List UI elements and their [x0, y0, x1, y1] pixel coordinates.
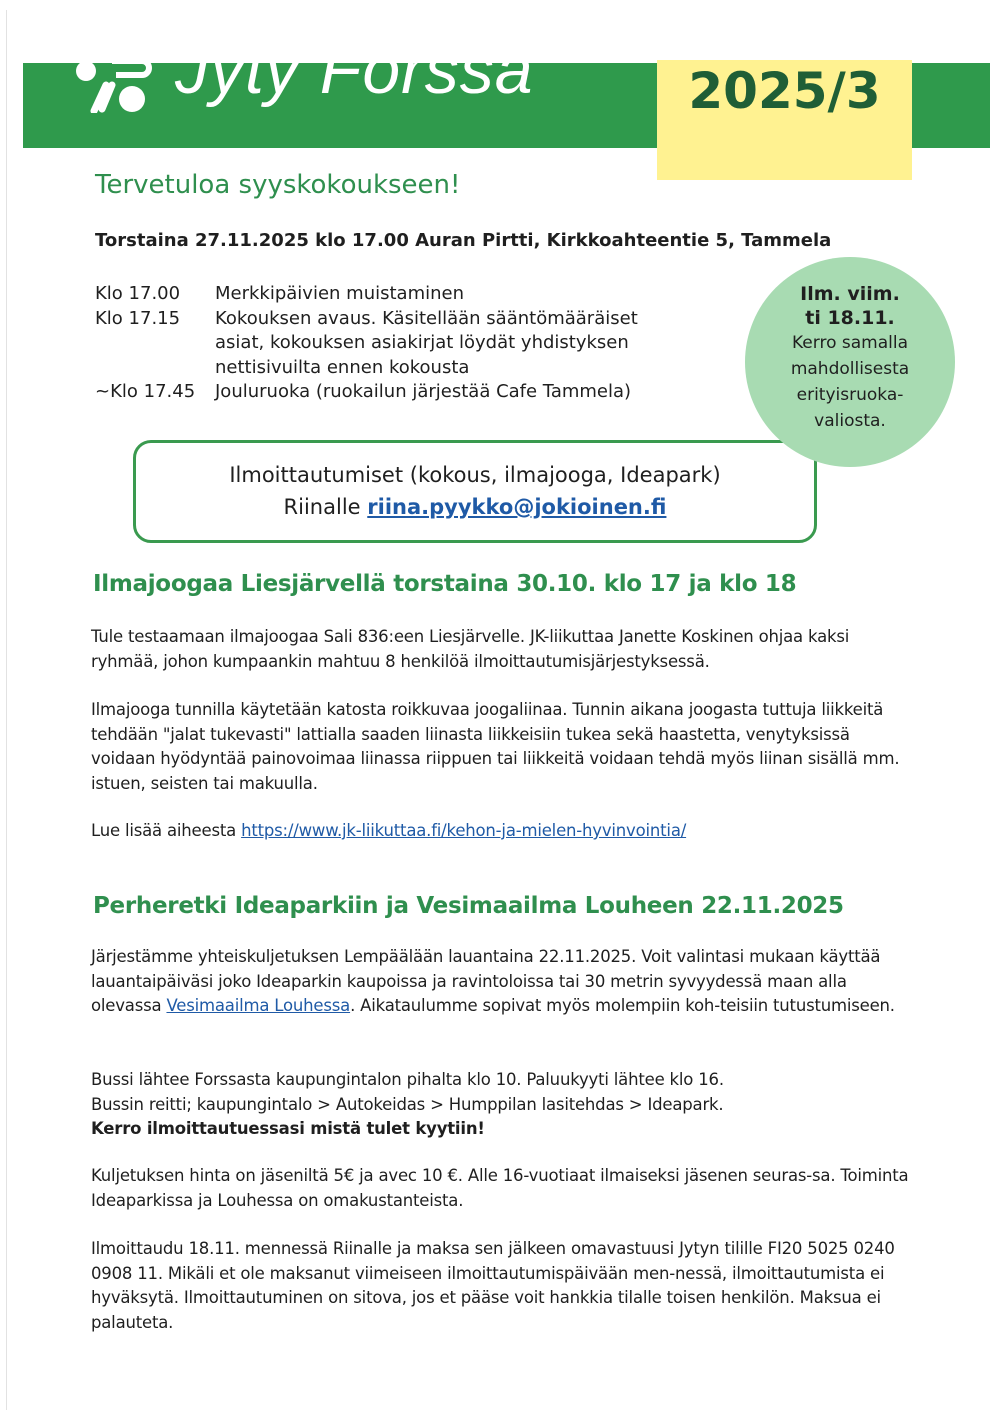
- trip-paragraph-2: [91, 1068, 911, 1142]
- agenda-row: [95, 307, 685, 381]
- agenda-time: Klo 17.00: [95, 283, 181, 304]
- deadline-note: erityisruoka-: [796, 385, 904, 405]
- trip-bus-route: Bussin reitti; kaupungintalo > Autokeidas > Humppilan lasitehdas > Ideapark.: [91, 1094, 724, 1114]
- yoga-more-prefix: Lue lisää aiheesta: [91, 821, 237, 840]
- registration-box: [133, 440, 817, 543]
- agenda: [95, 282, 685, 405]
- deadline-note: valiosta.: [814, 411, 886, 431]
- deadline-circle: [745, 257, 955, 467]
- meeting-event-line: Torstaina 27.11.2025 klo 17.00 Auran Pirtti, Kirkkoahteentie 5, Tammela: [95, 230, 832, 251]
- yoga-more-info: [91, 819, 911, 844]
- vesimaailma-link[interactable]: Vesimaailma Louhessa: [166, 996, 351, 1015]
- issue-badge: [657, 60, 912, 180]
- agenda-row: [95, 282, 685, 307]
- trip-p1-text-after: . Aikataulumme sopivat myös molempiin koh-teisiin tutustumiseen.: [350, 996, 895, 1015]
- trip-p1-text: Järjestämme yhteiskuljetuksen Lempäälään lauantaina 22.11.2025. Voit valintasi mukaan käyttää lauantaipäiväsi joko Ideaparkin kaupoissa ja ravintoloissa tai 30 metrin syvyydessä maan alla olevassa: [91, 947, 881, 1015]
- registration-prefix: Riinalle: [283, 495, 361, 519]
- registration-contact: [136, 491, 814, 523]
- brand-title: Jyty Forssa: [175, 32, 534, 108]
- jyty-logo-icon: [72, 55, 167, 113]
- trip-bus-departure: Bussi lähtee Forssasta kaupungintalon pihalta klo 10. Paluukyyti lähtee klo 16.: [91, 1070, 724, 1089]
- agenda-row: [95, 380, 685, 405]
- yoga-title: Ilmajoogaa Liesjärvellä torstaina 30.10. klo 17 ja klo 18: [93, 571, 797, 597]
- trip-pickup-note: Kerro ilmoittautuessasi mistä tulet kyytiin!: [91, 1119, 485, 1138]
- meeting-title: Tervetuloa syyskokoukseen!: [95, 170, 461, 200]
- agenda-time: Klo 17.15: [95, 307, 181, 329]
- yoga-paragraph-1: Tule testaamaan ilmajoogaa Sali 836:een Liesjärvelle. JK-liikuttaa Janette Koskinen ohjaa kaksi ryhmää, johon kumpaankin mahtuu 8 henkilöä ilmoittautumisjärjestyksessä.: [91, 627, 850, 671]
- deadline-note: Kerro samalla: [792, 333, 908, 353]
- agenda-time: ~Klo 17.45: [95, 381, 196, 402]
- deadline-date: ti 18.11.: [805, 307, 895, 329]
- page-edge: [6, 10, 7, 1410]
- trip-title: Perheretki Ideaparkiin ja Vesimaailma Louheen 22.11.2025: [93, 893, 844, 919]
- agenda-text: Kokouksen avaus. Käsitellään sääntömääräiset asiat, kokouksen asiakirjat löydät yhdistyksen nettisivuilta ennen kokousta: [215, 307, 638, 378]
- deadline-label: Ilm. viim.: [800, 283, 900, 305]
- agenda-text: Merkkipäivien muistaminen: [215, 283, 465, 304]
- deadline-note: mahdollisesta: [790, 359, 910, 379]
- agenda-text: Jouluruoka (ruokailun järjestää Cafe Tammela): [215, 381, 632, 402]
- registration-email-link[interactable]: riina.pyykko@jokioinen.fi: [367, 495, 667, 519]
- yoga-paragraph-2: Ilmajooga tunnilla käytetään katosta roikkuvaa joogaliinaa. Tunnin aikana joogasta tuttuja liikkeitä tehdään "jalat tukevasti" lattialla saaden liinasta liikkeisiin tukea sekä haastetta, venytyksissä voidaan hyödyntää painovoimaa liinassa riippuen tai liikkeitä voidaan tehdä myös liinan sisällä mm. istuen, seisten tai makuulla.: [91, 700, 900, 793]
- registration-line: Ilmoittautumiset (kokous, ilmajooga, Ideapark): [229, 463, 721, 487]
- trip-paragraph-1: [91, 945, 911, 1019]
- yoga-more-link[interactable]: https://www.jk-liikuttaa.fi/kehon-ja-mielen-hyvinvointia/: [241, 821, 687, 840]
- issue-number: 2025/3: [688, 62, 881, 120]
- trip-paragraph-3: Kuljetuksen hinta on jäseniltä 5€ ja avec 10 €. Alle 16-vuotiaat ilmaiseksi jäsenen seuras-sa. Toiminta Ideaparkissa ja Louhessa on omakustanteista.: [91, 1166, 909, 1210]
- trip-paragraph-4: Ilmoittaudu 18.11. mennessä Riinalle ja maksa sen jälkeen omavastuusi Jytyn tilille FI20 5025 0240 0908 11. Mikäli et ole maksanut viimeiseen ilmoittautumispäivään men-nessä, ilmoittautumista ei hyväksytä. Ilmoittautuminen on sitova, jos et pääse voit hankkia tilalle toisen henkilön. Maksua ei palauteta.: [91, 1239, 895, 1332]
